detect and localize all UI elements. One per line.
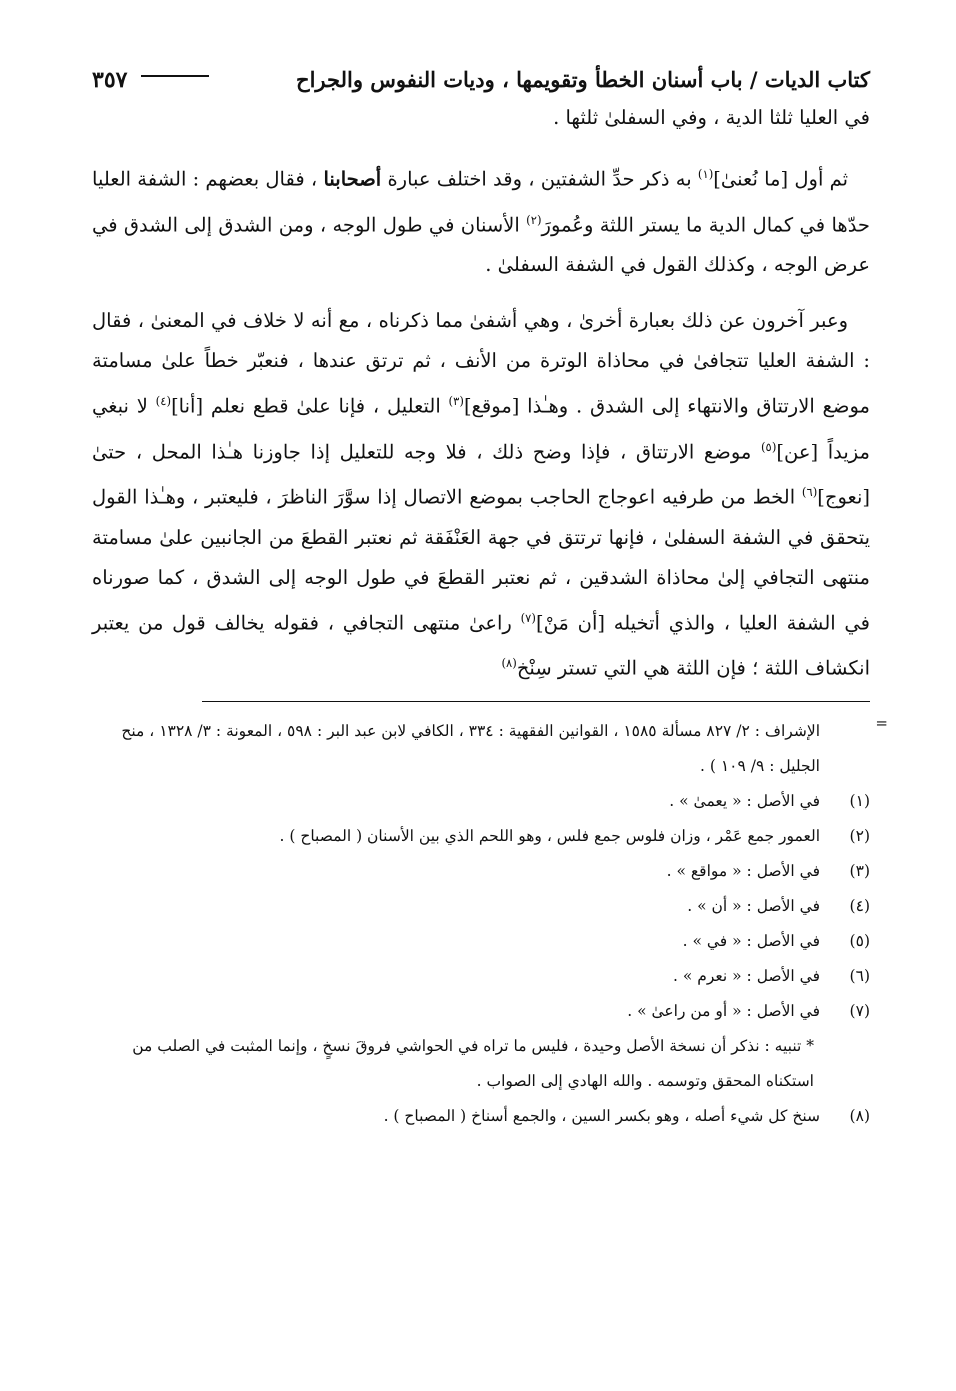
footnote-text: العمور جمع عَمْر ، وزان فلوس جمع فلس ، وهو اللحم الذي بين الأسنان ( المصباح ) . xyxy=(279,826,820,845)
footnote-ref: (٨) xyxy=(501,656,517,670)
footnote-ref: (٣) xyxy=(448,394,464,408)
editor-note-text: * تنبيه : نذكر أن نسخة الأصل وحيدة ، فليس ما تراه في الحواشي فروقَ نسخٍ ، وإنما المثبت في الصلب من استكناه المحقق وتوسمه . والله الهادي إلى الصواب . xyxy=(132,1036,814,1090)
footnote-text: في الأصل : « يعمىٰ » . xyxy=(669,791,820,810)
paragraph-1 xyxy=(92,154,870,285)
text-run: لا نبغي مزيداً [عن] xyxy=(92,394,871,463)
footnote-text: في الأصل : « في » . xyxy=(682,931,820,950)
footnote-label: (٧) xyxy=(849,1001,870,1020)
footnote-label: (٦) xyxy=(849,966,870,985)
footnotes xyxy=(92,713,888,1134)
header-rule xyxy=(141,75,209,77)
footnote-label: (٣) xyxy=(849,861,870,880)
footnote-continuation xyxy=(92,714,870,784)
footnote-item xyxy=(92,924,870,959)
footnote-ref: (٧) xyxy=(520,610,536,625)
footnote-ref: (١) xyxy=(697,167,714,181)
page xyxy=(92,62,888,1134)
footnote-ref: (٢) xyxy=(526,212,542,227)
footnote-text: في الأصل : « نعرم » . xyxy=(673,966,820,985)
page-number: ٣٥٧ xyxy=(92,67,128,93)
footnote-ref: (٦) xyxy=(801,485,818,499)
footnote-text: سنخ كل شيء أصله ، وهو بكسر السين ، والجمع أسناخ ( المصباح ) . xyxy=(383,1106,820,1125)
footnote-ref: (٤) xyxy=(155,394,172,408)
footnote-separator xyxy=(202,701,870,702)
footnote-item xyxy=(92,854,870,889)
text-run: الخط من طرفيه اعوجاج الحاجب بموضع الاتصال إذا سوَّرَ الناظرَ ، فليعتبر ، وهـٰذا القول يتحقق في الشفة السفلىٰ ، فإنها ترتتق في جهة العَنْفَقة ثم نعتبر القطعَ من الجانبين علىٰ مسامتة منتهى التجافي إلىٰ محاذاة الشدقين ، ثم نعتبر القطعَ في طول الوجه إلى الشدق ، كما صورناه في الشفة العليا ، والذي أتخيله [أن مَنْ] xyxy=(92,485,871,634)
footnote-label: (٤) xyxy=(849,896,870,915)
running-header xyxy=(92,62,870,98)
footnote-text: في الأصل : « أو من راعىٰ » . xyxy=(627,1001,820,1020)
footnote-text: الإشراف : ٢/ ٨٢٧ مسألة ١٥٨٥ ، القوانين الفقهية : ٣٣٤ ، الكافي لابن عبد البر : ٥٩٨ ، المعونة : ٣/ ١٣٢٨ ، منح الجليل : ٩/ ١٠٩ ) . xyxy=(121,721,820,775)
intro-line: في العليا ثلثا الدية ، وفي السفلىٰ ثلثها . xyxy=(553,106,870,129)
footnote-list xyxy=(92,784,870,1029)
footnote-item xyxy=(92,994,870,1029)
text-run: راعىٰ منتهى التجافي ، فقوله يخالف قول من يعتبر انكشاف اللثة ؛ فإن اللثة هي التي تستر سِنْخ xyxy=(92,611,870,680)
text-run: ، فقال بعضهم : الشفة العليا حدّها في كمال الدية ما يستر اللثة وعُمورَ xyxy=(92,167,870,236)
text-run: ثم أول [ما نُعنىٰ] xyxy=(713,167,849,191)
footnote-label: (٢) xyxy=(849,826,870,845)
footnote-label: (٨) xyxy=(849,1106,870,1125)
footnote-item xyxy=(92,819,870,854)
paragraph-2 xyxy=(92,301,870,689)
text-run: التعليل ، فإنا علىٰ قطع نعلم [أنا] xyxy=(171,394,449,418)
page-number-group xyxy=(92,62,209,98)
footnote-text: في الأصل : « مواقع » . xyxy=(666,861,820,880)
editor-note xyxy=(92,1029,870,1099)
running-title: كتاب الديات / باب أسنان الخطأ وتقويمها ، وديات النفوس والجراح xyxy=(296,67,870,92)
footnote-item xyxy=(92,889,870,924)
text-run: الأسنان في طول الوجه ، ومن الشدق إلى الشدق في عرض الوجه ، وكذلك القول في الشفة السفلىٰ . xyxy=(92,213,870,276)
footnote-label: (١) xyxy=(849,791,870,810)
text-run: به ذكر حدِّ الشفتين ، وقد اختلف عبارة xyxy=(381,167,698,191)
note-spacer xyxy=(820,1029,870,1099)
footnote-item xyxy=(92,959,870,994)
footnote-item xyxy=(92,784,870,819)
footnote-ref: (٥) xyxy=(760,439,777,454)
footnote-text: في الأصل : « أن » . xyxy=(687,896,820,915)
footnote-item xyxy=(92,1099,870,1134)
text-run: وعبر آخرون عن ذلك بعبارة أخرىٰ ، وهي أشفىٰ مما ذكرناه ، مع أنه لا خلاف في المعنىٰ ، فقال : الشفة العليا تتجافىٰ في محاذاة الوترة من الأنف ، ثم ترتق عندها ، فنعبّر خطاً علىٰ مسامتة موضع الارتتاق والانتهاء إلى الشدق . وهـٰذا [موقع] xyxy=(92,309,870,418)
main-text xyxy=(92,98,870,689)
continuation-mark: = xyxy=(875,713,888,732)
footnote-label: (٥) xyxy=(849,931,870,950)
bold-term: أصحابنا xyxy=(323,167,382,191)
text-run: موضع الارتتاق ، فإذا وضح ذلك ، فلا وجه للتعليل إذا جاوزنا هـٰذا المحل ، حتىٰ [نعوج] xyxy=(92,440,870,509)
